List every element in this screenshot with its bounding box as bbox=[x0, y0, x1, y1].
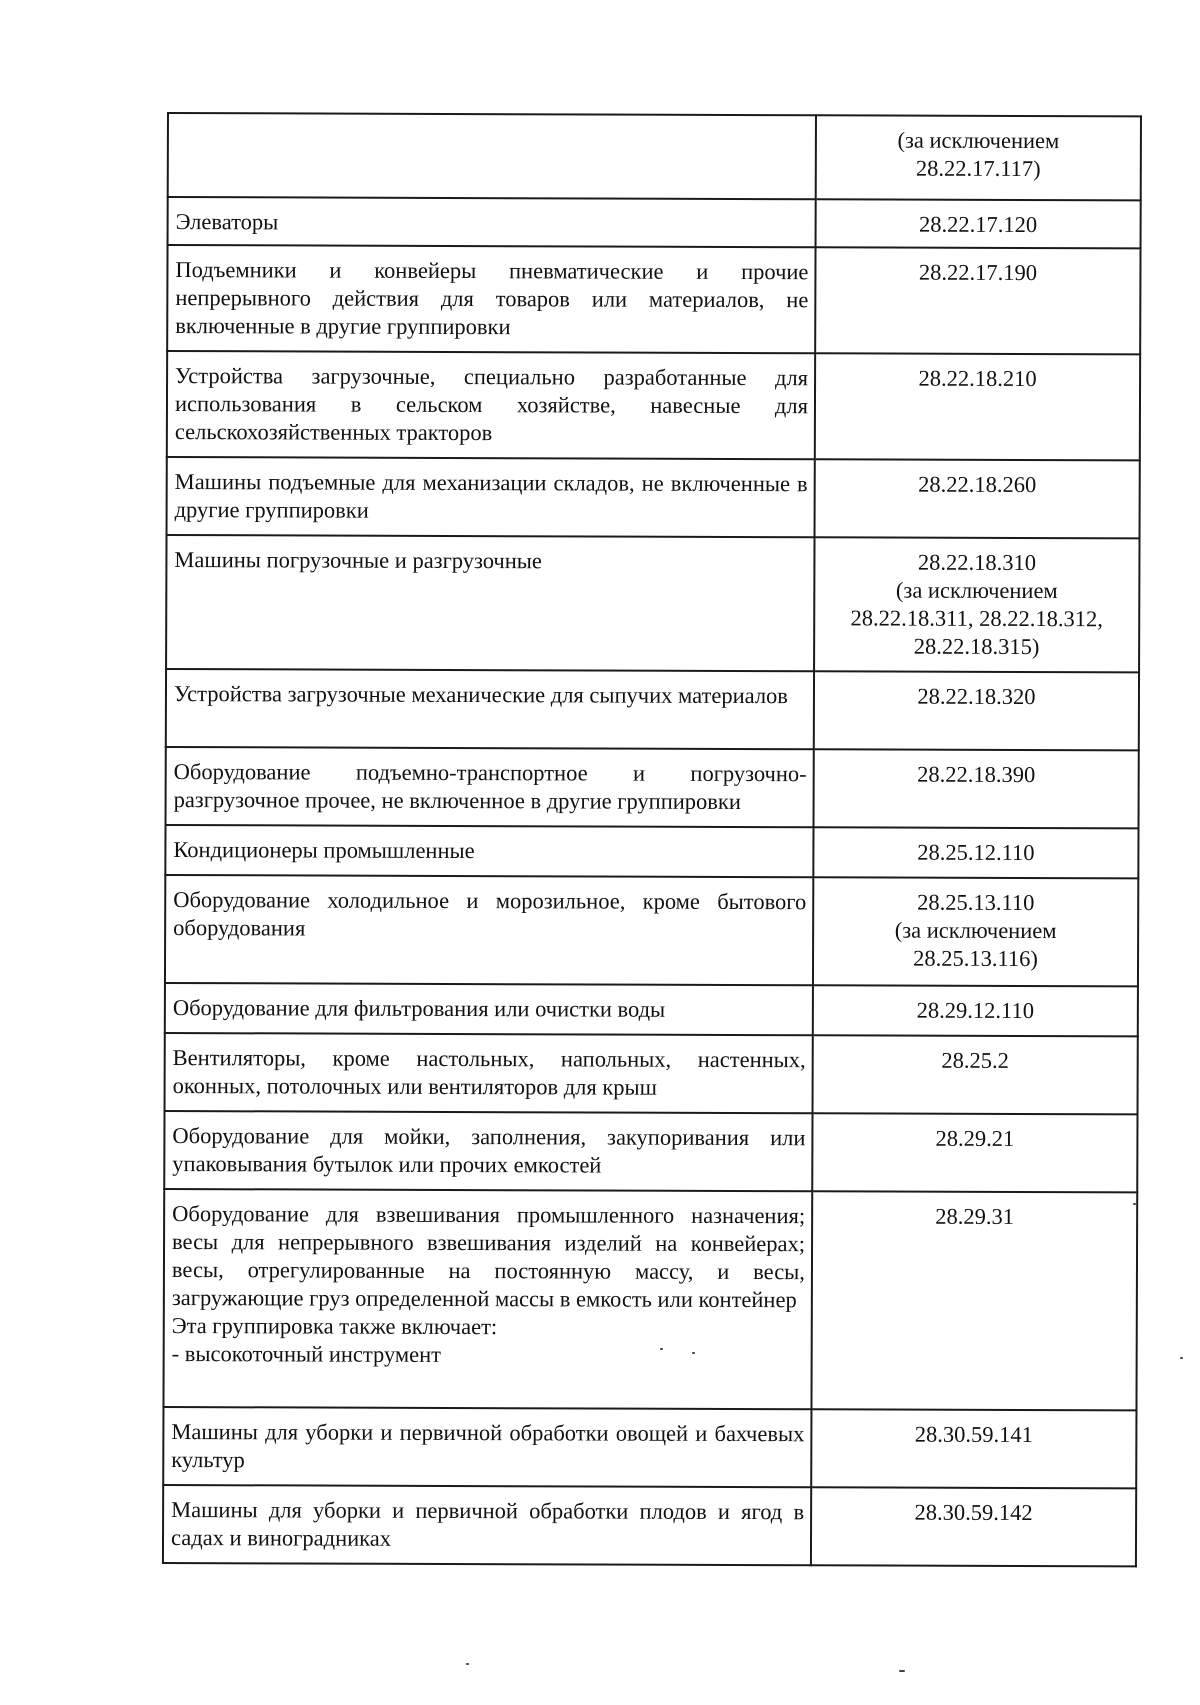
code-cell bbox=[813, 827, 1138, 878]
description-cell bbox=[168, 113, 816, 199]
description-cell bbox=[165, 825, 813, 877]
description-text: Устройства загрузочные, специально разработанные для использования в сельском хозяйстве, навесные для сельскохозяйственных тракторов bbox=[174, 363, 809, 446]
classification-table bbox=[162, 112, 1142, 1567]
description-text: Оборудование подъемно-транспортное и погрузочно-разгрузочное прочее, не включенное в другие группировки bbox=[173, 759, 807, 815]
description-text: Машины для уборки и первичной обработки овощей и бахчевых культур bbox=[171, 1419, 805, 1473]
code-cell bbox=[812, 1113, 1137, 1192]
code-line: 28.22.18.210 bbox=[918, 365, 1037, 392]
table-row bbox=[163, 1189, 1137, 1410]
code-cell bbox=[811, 1191, 1137, 1410]
code-line: 28.29.31 bbox=[935, 1203, 1015, 1229]
description-cell bbox=[165, 875, 813, 985]
description-text: Кондиционеры промышленные bbox=[173, 837, 475, 864]
code-line: 28.25.13.116) bbox=[913, 945, 1038, 972]
description-note: Эта группировка также включает: bbox=[171, 1313, 498, 1340]
code-cell bbox=[813, 985, 1138, 1036]
code-cell bbox=[814, 749, 1139, 828]
description-text: Подъемники и конвейеры пневматические и прочие непрерывного действия для товаров или материалов, не включенные в другие группировки bbox=[175, 257, 809, 340]
code-cell bbox=[811, 1487, 1136, 1566]
scan-speck bbox=[692, 1352, 695, 1354]
code-line: (за исключением bbox=[895, 577, 1058, 604]
description-cell bbox=[163, 1407, 811, 1487]
scan-speck bbox=[899, 1670, 905, 1672]
table-row bbox=[166, 535, 1139, 672]
code-line: 28.22.18.311, 28.22.18.312, bbox=[850, 605, 1103, 632]
code-line: 28.25.13.110 bbox=[917, 889, 1035, 916]
code-cell bbox=[816, 199, 1141, 248]
code-line: 28.22.18.260 bbox=[918, 471, 1037, 498]
description-cell bbox=[164, 1111, 812, 1191]
description-cell bbox=[166, 535, 814, 671]
table-row bbox=[165, 983, 1138, 1036]
code-cell bbox=[814, 537, 1139, 672]
description-cell bbox=[167, 351, 815, 459]
table-row bbox=[163, 1485, 1136, 1566]
code-cell bbox=[814, 671, 1139, 750]
code-cell bbox=[816, 115, 1141, 200]
scan-speck bbox=[660, 1348, 663, 1350]
description-text: Оборудование для фильтрования или очистки воды bbox=[172, 995, 666, 1022]
code-line: 28.22.18.320 bbox=[917, 683, 1036, 710]
table-row bbox=[168, 113, 1141, 200]
code-cell bbox=[815, 459, 1140, 538]
description-cell bbox=[166, 747, 814, 827]
code-line: 28.22.18.390 bbox=[917, 761, 1036, 788]
description-text: Машины погрузочные и разгрузочные bbox=[174, 547, 542, 574]
code-line: 28.22.17.190 bbox=[918, 259, 1038, 286]
table-row bbox=[165, 875, 1138, 986]
code-line: 28.25.12.110 bbox=[917, 839, 1035, 866]
code-cell bbox=[811, 1409, 1136, 1488]
description-text: Оборудование для мойки, заполнения, закупоривания или упаковывания бутылок или прочих емкостей bbox=[172, 1123, 806, 1178]
description-text: Устройства загрузочные механические для сыпучих материалов bbox=[173, 681, 788, 709]
table-row bbox=[167, 245, 1140, 354]
table-row bbox=[167, 351, 1140, 460]
code-cell bbox=[813, 1035, 1138, 1114]
code-line: 28.25.2 bbox=[941, 1047, 1009, 1073]
code-line: 28.30.59.142 bbox=[914, 1499, 1033, 1526]
description-cell bbox=[165, 983, 813, 1035]
description-note-item: - высокоточный инструмент bbox=[171, 1341, 442, 1367]
code-line: 28.29.12.110 bbox=[916, 997, 1035, 1024]
scan-speck bbox=[1133, 1203, 1136, 1205]
table-row bbox=[165, 825, 1138, 878]
description-text: Машины для уборки и первичной обработки плодов и ягод в садах и виноградниках bbox=[170, 1497, 805, 1551]
description-cell bbox=[167, 245, 815, 353]
description-cell bbox=[165, 1033, 813, 1113]
description-text: Оборудование для взвешивания промышленного назначения; весы для непрерывного взвешивания изделий на конвейерах; весы, отрегулированные на постоянную массу, и весы, загружающие груз определенной массы в емкость или контейнер bbox=[171, 1201, 806, 1313]
description-cell bbox=[168, 197, 816, 247]
description-text: Вентиляторы, кроме настольных, напольных, настенных, оконных, потолочных или вентиляторов для крыш bbox=[172, 1045, 806, 1100]
table-row bbox=[166, 747, 1139, 828]
code-line: 28.22.18.315) bbox=[913, 633, 1040, 660]
scan-speck bbox=[1180, 1357, 1183, 1359]
table-row bbox=[163, 1407, 1136, 1488]
code-line: 28.30.59.141 bbox=[914, 1421, 1033, 1448]
table-row bbox=[168, 197, 1141, 248]
description-cell bbox=[167, 457, 815, 537]
code-line: (за исключением bbox=[894, 917, 1057, 944]
description-text: Оборудование холодильное и морозильное, кроме бытового оборудования bbox=[173, 887, 807, 941]
scan-speck bbox=[466, 1663, 469, 1665]
table-row bbox=[164, 1111, 1137, 1192]
code-line: (за исключением bbox=[897, 127, 1060, 154]
code-line: 28.22.17.120 bbox=[919, 211, 1038, 238]
code-cell bbox=[815, 353, 1140, 460]
description-cell bbox=[163, 1189, 812, 1409]
description-cell bbox=[166, 669, 814, 749]
description-text: Элеваторы bbox=[175, 209, 279, 235]
code-line: 28.29.21 bbox=[935, 1125, 1015, 1151]
table-row bbox=[166, 669, 1139, 750]
description-cell bbox=[163, 1485, 811, 1565]
code-cell bbox=[813, 877, 1138, 986]
code-line: 28.22.18.310 bbox=[917, 549, 1037, 576]
table-row bbox=[165, 1033, 1138, 1114]
description-text: Машины подъемные для механизации складов, не включенные в другие группировки bbox=[174, 469, 808, 523]
code-cell bbox=[815, 247, 1140, 354]
table-row bbox=[167, 457, 1140, 538]
code-line: 28.22.17.117) bbox=[915, 155, 1041, 182]
